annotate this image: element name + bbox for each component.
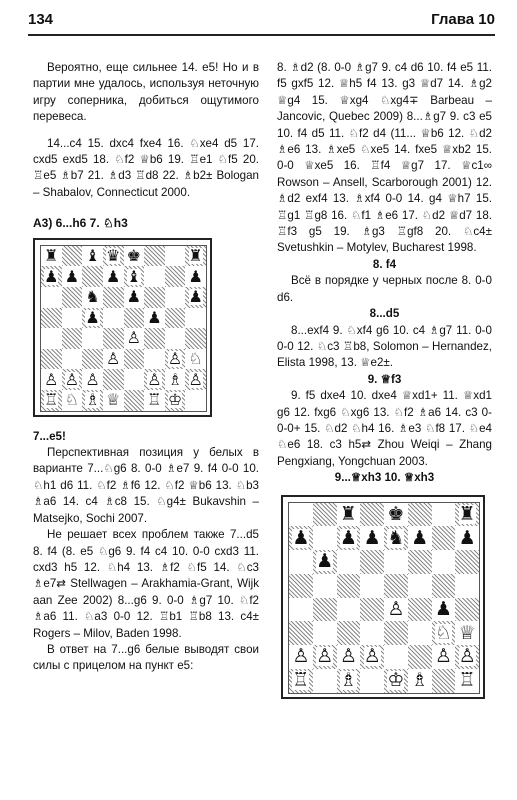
chess-piece: ♕ bbox=[106, 390, 121, 410]
chess-piece: ♙ bbox=[458, 645, 476, 668]
board-square bbox=[455, 503, 479, 527]
chess-piece: ♗ bbox=[167, 369, 183, 389]
board-square bbox=[337, 645, 361, 669]
chess-piece: ♖ bbox=[458, 669, 476, 692]
chess-piece: ♚ bbox=[387, 502, 405, 525]
board-square bbox=[62, 369, 83, 390]
chess-piece: ♗ bbox=[411, 669, 429, 692]
chess-piece: ♟ bbox=[147, 307, 162, 327]
board-square bbox=[384, 503, 408, 527]
chess-piece: ♕ bbox=[458, 621, 476, 644]
board-square bbox=[82, 308, 103, 329]
chess-piece: ♖ bbox=[292, 669, 310, 692]
board-square bbox=[185, 266, 206, 287]
board-square bbox=[337, 503, 361, 527]
board-square bbox=[103, 369, 124, 390]
board-square bbox=[124, 349, 145, 370]
chess-piece: ♙ bbox=[106, 349, 121, 369]
board-square bbox=[124, 390, 145, 411]
board-square bbox=[360, 503, 384, 527]
board-square bbox=[41, 369, 62, 390]
left-para-4: Не решает всех проблем также 7...d5 8. f4 (8. e5 ♘g6 9. f4 c4 10. 0-0 cxd3 11. cxd3 h5 12. ♘h4 13. ♗f2 ♘f5 14. ♘c3 ♗e7⇄ Stellwagen – Arakhamia-Grant, Wijk aan Zee 2002) 8...g6 9. 0-0 ♗g7 10. ♘f2 ♗a6 11. ♘a3 0-0 12. ♖b1 ♖b8 13. c4± Rogers – Milov, Baden 1998. bbox=[33, 528, 259, 640]
chess-piece: ♙ bbox=[188, 369, 203, 389]
board-square bbox=[41, 266, 62, 287]
chess-piece: ♜ bbox=[44, 245, 59, 265]
board-square bbox=[384, 574, 408, 598]
board-square bbox=[62, 266, 83, 287]
chess-piece: ♙ bbox=[147, 369, 162, 389]
board-square bbox=[360, 526, 384, 550]
chess-piece: ♟ bbox=[126, 287, 141, 307]
board-square bbox=[185, 349, 206, 370]
chess-piece: ♛ bbox=[106, 245, 121, 265]
board-square bbox=[289, 574, 313, 598]
board-square bbox=[41, 308, 62, 329]
left-para-3: Перспективная позиция у белых в варианте 7...♘g6 8. 0-0 ♗e7 9. f4 0-0 10. ♘h1 d6 11. ♘f2 ♗f6 12. ♘f2 ♕b6 13. ♘b3 ♗a6 14. c4 ♗c8 15. ♘g4± Bukavshin – Matsejko, Sochi 2007. bbox=[33, 446, 259, 525]
chess-piece: ♞ bbox=[387, 526, 405, 549]
board-square bbox=[313, 574, 337, 598]
board-square bbox=[144, 266, 165, 287]
board-square bbox=[165, 246, 186, 267]
chess-piece: ♟ bbox=[64, 266, 80, 286]
chess-piece: ♘ bbox=[188, 349, 203, 369]
board-square bbox=[82, 369, 103, 390]
right-column bbox=[277, 60, 492, 699]
board-square bbox=[144, 369, 165, 390]
board-square bbox=[455, 645, 479, 669]
board-square bbox=[455, 598, 479, 622]
board-square bbox=[408, 598, 432, 622]
board-square bbox=[185, 390, 206, 411]
board-square bbox=[408, 645, 432, 669]
board-square bbox=[313, 526, 337, 550]
chess-board-grid bbox=[40, 245, 207, 412]
chess-piece: ♜ bbox=[188, 245, 203, 265]
chess-piece: ♟ bbox=[188, 266, 203, 286]
board-square bbox=[432, 574, 456, 598]
board-square bbox=[165, 308, 186, 329]
board-square bbox=[165, 369, 186, 390]
board-square bbox=[384, 669, 408, 693]
board-square bbox=[103, 287, 124, 308]
chess-piece: ♙ bbox=[316, 645, 334, 668]
board-square bbox=[41, 246, 62, 267]
chess-piece: ♙ bbox=[126, 328, 141, 348]
board-square bbox=[103, 246, 124, 267]
chess-piece: ♗ bbox=[339, 669, 357, 692]
board-square bbox=[455, 669, 479, 693]
board-square bbox=[82, 246, 103, 267]
board-square bbox=[289, 621, 313, 645]
board-square bbox=[313, 669, 337, 693]
board-square bbox=[124, 266, 145, 287]
right-para-2: Всё в порядке у черных после 8. 0-0 d6. bbox=[277, 274, 492, 304]
board-square bbox=[313, 621, 337, 645]
board-square bbox=[289, 645, 313, 669]
board-square bbox=[337, 669, 361, 693]
board-square bbox=[432, 621, 456, 645]
chess-piece: ♟ bbox=[339, 526, 357, 549]
board-square bbox=[360, 574, 384, 598]
chess-piece: ♙ bbox=[339, 645, 357, 668]
chess-piece: ♘ bbox=[434, 621, 452, 644]
chess-piece: ♙ bbox=[434, 645, 452, 668]
chess-piece: ♞ bbox=[85, 287, 100, 307]
board-square bbox=[360, 598, 384, 622]
chess-piece: ♟ bbox=[458, 526, 476, 549]
board-square bbox=[360, 645, 384, 669]
chess-piece: ♖ bbox=[147, 390, 162, 410]
diagram-1-caption: A3) 6...h6 7. ♘h3 bbox=[33, 216, 128, 231]
board-square bbox=[103, 308, 124, 329]
board-square bbox=[289, 550, 313, 574]
left-para-2: 14...c4 15. dxc4 fxe4 16. ♘xe4 d5 17. cxd5 exd5 18. ♘f2 ♕b6 19. ♖e1 ♘f5 20. ♖e5 ♗b7 21. ♗d3 ♖d8 22. ♗b2± Bologan – Shabalov, Connecticut 2000. bbox=[33, 136, 259, 199]
board-square bbox=[82, 390, 103, 411]
board-square bbox=[144, 287, 165, 308]
board-square bbox=[408, 574, 432, 598]
board-square bbox=[185, 246, 206, 267]
chess-piece: ♟ bbox=[316, 550, 334, 573]
board-square bbox=[432, 669, 456, 693]
board-square bbox=[185, 308, 206, 329]
board-square bbox=[408, 526, 432, 550]
board-square bbox=[41, 390, 62, 411]
chess-piece: ♝ bbox=[85, 245, 100, 265]
board-square bbox=[455, 621, 479, 645]
board-square bbox=[62, 287, 83, 308]
chess-piece: ♔ bbox=[387, 669, 405, 692]
chess-piece: ♜ bbox=[458, 502, 476, 525]
chess-piece: ♘ bbox=[64, 390, 80, 410]
board-square bbox=[432, 526, 456, 550]
right-move-1: 8. f4 bbox=[372, 257, 397, 271]
board-square bbox=[144, 390, 165, 411]
board-square bbox=[313, 503, 337, 527]
board-square bbox=[165, 390, 186, 411]
board-square bbox=[337, 550, 361, 574]
board-square bbox=[408, 621, 432, 645]
board-square bbox=[408, 503, 432, 527]
board-square bbox=[384, 550, 408, 574]
board-square bbox=[124, 308, 145, 329]
board-square bbox=[82, 328, 103, 349]
board-square bbox=[82, 287, 103, 308]
board-square bbox=[103, 349, 124, 370]
board-square bbox=[103, 390, 124, 411]
chess-piece: ♟ bbox=[411, 526, 429, 549]
board-square bbox=[337, 621, 361, 645]
chess-piece: ♟ bbox=[292, 526, 310, 549]
chess-piece: ♝ bbox=[126, 266, 141, 286]
board-square bbox=[289, 526, 313, 550]
chess-piece: ♜ bbox=[339, 502, 357, 525]
board-square bbox=[124, 328, 145, 349]
page-header bbox=[28, 4, 495, 36]
board-square bbox=[185, 287, 206, 308]
board-square bbox=[432, 503, 456, 527]
left-move: 7...e5! bbox=[33, 429, 66, 443]
chess-piece: ♟ bbox=[106, 266, 121, 286]
board-square bbox=[82, 349, 103, 370]
chess-piece: ♚ bbox=[126, 245, 141, 265]
chess-piece: ♟ bbox=[363, 526, 381, 549]
board-square bbox=[165, 287, 186, 308]
right-move-2: 8...d5 bbox=[369, 307, 400, 321]
left-column bbox=[33, 60, 259, 675]
board-square bbox=[62, 246, 83, 267]
board-square bbox=[455, 574, 479, 598]
left-para-5: В ответ на 7...g6 белые выводят свои силы с прицелом на пункт е5: bbox=[33, 642, 259, 673]
chess-piece: ♙ bbox=[363, 645, 381, 668]
board-square bbox=[408, 669, 432, 693]
chess-piece: ♟ bbox=[44, 266, 59, 286]
board-square bbox=[408, 550, 432, 574]
board-square bbox=[384, 621, 408, 645]
right-para-3: 8...exf4 9. ♘xf4 g6 10. c4 ♗g7 11. 0-0 0-0 12. ♘c3 ♖b8, Solomon – Hernandez, Elista 1998, 13. ♕e2±. bbox=[277, 323, 492, 370]
board-square bbox=[144, 246, 165, 267]
board-square bbox=[62, 349, 83, 370]
board-square bbox=[337, 598, 361, 622]
board-square bbox=[384, 645, 408, 669]
board-square bbox=[313, 645, 337, 669]
chess-piece: ♙ bbox=[64, 369, 80, 389]
board-square bbox=[103, 266, 124, 287]
board-square bbox=[62, 390, 83, 411]
page-number: 134 bbox=[28, 10, 54, 28]
board-square bbox=[124, 369, 145, 390]
board-square bbox=[41, 328, 62, 349]
board-square bbox=[41, 349, 62, 370]
board-square bbox=[432, 598, 456, 622]
board-square bbox=[432, 550, 456, 574]
chess-diagram-1 bbox=[33, 238, 212, 417]
chess-piece: ♙ bbox=[44, 369, 59, 389]
chess-piece: ♔ bbox=[167, 390, 183, 410]
left-para-1: Вероятно, еще сильнее 14. е5! Но и в партии мне удалось, используя неточную игру соперника, добиться ощутимого перевеса. bbox=[33, 61, 259, 124]
chess-piece: ♙ bbox=[292, 645, 310, 668]
chess-piece: ♙ bbox=[85, 369, 100, 389]
right-move-4: 9...♕xh3 10. ♕xh3 bbox=[334, 471, 435, 485]
chapter-title: Глава 10 bbox=[431, 10, 495, 28]
board-square bbox=[455, 550, 479, 574]
board-square bbox=[289, 503, 313, 527]
right-para-4: 9. f5 dxe4 10. dxe4 ♕xd1+ 11. ♕xd1 g6 12. fxg6 ♘xg6 13. ♘f2 ♗a6 14. c3 0-0-0+ 15. ♘d2 ♘h4 16. ♗e3 ♘f8 17. ♘e4 ♘e6 18. c3 h5⇄ Zhou Weiqi – Zhang Pengxiang, Yongchuan 2003. bbox=[277, 389, 492, 468]
chess-piece: ♗ bbox=[85, 390, 100, 410]
board-square bbox=[185, 369, 206, 390]
chess-piece: ♟ bbox=[85, 307, 100, 327]
board-square bbox=[144, 349, 165, 370]
board-square bbox=[185, 328, 206, 349]
right-para-1: 8. ♗d2 (8. 0-0 ♗g7 9. c4 d6 10. f4 e5 11. f5 gxf5 12. ♕h5 f4 13. g3 ♕d7 14. ♗g2 ♕g4 15. ♕xg4 ♘xg4∓ Barbeau – Jancovic, Quebec 2009) 8...♗g7 9. c3 e5 10. f4 d5 11. ♘f2 d4 (11... ♕b6 12. ♘d2 ♗e6 13. ♗xe5 ♘xe5 14. fxe5 ♕xb2 15. 0-0 ♕xe5 16. ♖f4 ♕g7 17. ♕c1∞ Rowson – Ansell, Scarborough 2001) 12. ♗d2 exf4 13. ♗xf4 0-0 14. g4 ♕h7 15. ♖g1 ♖g8 16. ♘f1 ♗e6 17. ♘d2 ♕d7 18. ♖f3 g5 19. ♗g3 ♖gf8 20. ♘c4± Svetushkin – Motylev, Bucharest 1998. bbox=[277, 61, 492, 255]
board-square bbox=[337, 574, 361, 598]
board-square bbox=[62, 308, 83, 329]
board-square bbox=[144, 328, 165, 349]
board-square bbox=[360, 550, 384, 574]
board-square bbox=[41, 287, 62, 308]
board-square bbox=[62, 328, 83, 349]
board-square bbox=[289, 669, 313, 693]
board-square bbox=[384, 598, 408, 622]
board-square bbox=[165, 349, 186, 370]
board-square bbox=[313, 598, 337, 622]
chess-piece: ♙ bbox=[167, 349, 183, 369]
right-move-3: 9. ♕f3 bbox=[367, 372, 402, 386]
board-square bbox=[165, 328, 186, 349]
board-square bbox=[124, 246, 145, 267]
board-square bbox=[360, 669, 384, 693]
chess-piece: ♟ bbox=[188, 287, 203, 307]
chess-piece: ♟ bbox=[434, 597, 452, 620]
board-square bbox=[124, 287, 145, 308]
chess-board-grid bbox=[288, 502, 480, 694]
board-square bbox=[360, 621, 384, 645]
board-square bbox=[432, 645, 456, 669]
board-square bbox=[455, 526, 479, 550]
board-square bbox=[337, 526, 361, 550]
chess-piece: ♖ bbox=[44, 390, 59, 410]
board-square bbox=[103, 328, 124, 349]
board-square bbox=[165, 266, 186, 287]
board-square bbox=[82, 266, 103, 287]
board-square bbox=[313, 550, 337, 574]
board-square bbox=[384, 526, 408, 550]
board-square bbox=[144, 308, 165, 329]
board-square bbox=[289, 598, 313, 622]
chess-piece: ♙ bbox=[387, 597, 405, 620]
chess-diagram-2 bbox=[281, 495, 485, 699]
